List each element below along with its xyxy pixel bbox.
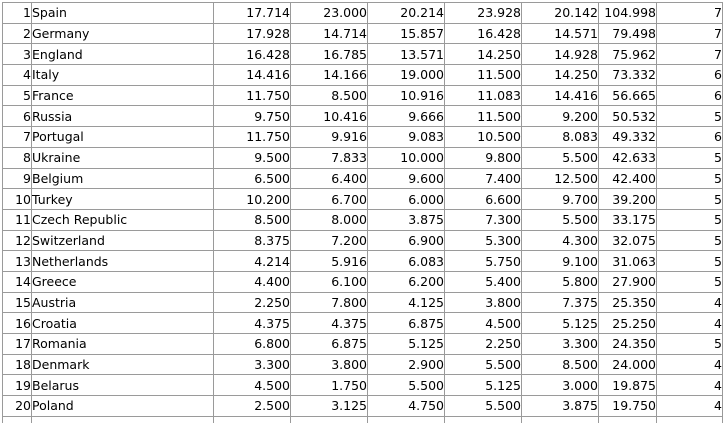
cell-coeff_2: 6.700	[291, 189, 368, 210]
cell-total: 49.332	[599, 127, 657, 148]
cell-empty	[291, 416, 368, 423]
cell-coeff_2: 7.800	[291, 292, 368, 313]
cell-coeff_3: 19.000	[368, 65, 445, 86]
cell-coeff_3: 2.900	[368, 354, 445, 375]
cell-coeff_2: 4.375	[291, 313, 368, 334]
cell-teams: 5	[657, 334, 723, 355]
cell-coeff_4: 11.083	[445, 85, 522, 106]
cell-coeff_1: 14.416	[214, 65, 291, 86]
cell-teams: 5	[657, 209, 723, 230]
cell-country: Greece	[32, 271, 214, 292]
cell-coeff_5: 3.300	[522, 334, 599, 355]
cell-coeff_2: 9.916	[291, 127, 368, 148]
cell-coeff_4: 3.800	[445, 292, 522, 313]
cell-rank: 19	[3, 375, 32, 396]
cell-total: 79.498	[599, 23, 657, 44]
cell-teams: 7	[657, 23, 723, 44]
cell-country: Austria	[32, 292, 214, 313]
cell-coeff_2: 7.200	[291, 230, 368, 251]
cell-coeff_3: 10.916	[368, 85, 445, 106]
cell-rank: 8	[3, 147, 32, 168]
cell-empty	[445, 416, 522, 423]
cell-coeff_1: 2.500	[214, 396, 291, 417]
cell-country: Russia	[32, 106, 214, 127]
cell-coeff_3: 6.083	[368, 251, 445, 272]
table-row	[3, 230, 723, 251]
cell-coeff_1: 6.500	[214, 168, 291, 189]
cell-total: 32.075	[599, 230, 657, 251]
cell-teams: 5	[657, 230, 723, 251]
cell-coeff_1: 6.800	[214, 334, 291, 355]
cell-total: 104.998	[599, 3, 657, 24]
cell-coeff_4: 14.250	[445, 44, 522, 65]
cell-teams: 4	[657, 375, 723, 396]
cell-teams: 5	[657, 189, 723, 210]
cell-country: Germany	[32, 23, 214, 44]
cell-coeff_5: 14.928	[522, 44, 599, 65]
cell-empty	[368, 416, 445, 423]
table-row-partial	[3, 416, 723, 423]
cell-country: Ukraine	[32, 147, 214, 168]
cell-coeff_3: 4.750	[368, 396, 445, 417]
table-row	[3, 85, 723, 106]
cell-coeff_3: 6.900	[368, 230, 445, 251]
cell-coeff_4: 10.500	[445, 127, 522, 148]
cell-total: 42.633	[599, 147, 657, 168]
table-row	[3, 23, 723, 44]
cell-teams: 5	[657, 147, 723, 168]
cell-coeff_5: 4.300	[522, 230, 599, 251]
cell-rank: 16	[3, 313, 32, 334]
cell-coeff_4: 5.500	[445, 354, 522, 375]
cell-coeff_4: 7.400	[445, 168, 522, 189]
cell-country: Netherlands	[32, 251, 214, 272]
cell-rank: 17	[3, 334, 32, 355]
coefficients-table	[2, 2, 723, 423]
cell-rank: 20	[3, 396, 32, 417]
cell-teams: 7	[657, 44, 723, 65]
cell-country: Switzerland	[32, 230, 214, 251]
cell-coeff_4: 9.800	[445, 147, 522, 168]
cell-coeff_4: 5.300	[445, 230, 522, 251]
cell-teams: 7	[657, 3, 723, 24]
cell-total: 31.063	[599, 251, 657, 272]
cell-coeff_4: 5.400	[445, 271, 522, 292]
cell-coeff_2: 14.714	[291, 23, 368, 44]
cell-teams: 5	[657, 251, 723, 272]
cell-rank: 5	[3, 85, 32, 106]
cell-empty	[522, 416, 599, 423]
cell-coeff_4: 11.500	[445, 106, 522, 127]
cell-total: 25.250	[599, 313, 657, 334]
cell-rank: 6	[3, 106, 32, 127]
table-row	[3, 313, 723, 334]
table-row	[3, 375, 723, 396]
cell-coeff_1: 4.214	[214, 251, 291, 272]
cell-teams: 6	[657, 65, 723, 86]
cell-coeff_2: 3.125	[291, 396, 368, 417]
table-row	[3, 251, 723, 272]
cell-total: 33.175	[599, 209, 657, 230]
cell-rank: 9	[3, 168, 32, 189]
cell-teams: 4	[657, 313, 723, 334]
cell-coeff_4: 5.125	[445, 375, 522, 396]
cell-coeff_1: 17.928	[214, 23, 291, 44]
cell-coeff_5: 12.500	[522, 168, 599, 189]
cell-coeff_1: 11.750	[214, 127, 291, 148]
cell-total: 56.665	[599, 85, 657, 106]
table-row	[3, 271, 723, 292]
cell-coeff_3: 15.857	[368, 23, 445, 44]
cell-rank: 4	[3, 65, 32, 86]
table-row	[3, 396, 723, 417]
cell-coeff_4: 5.500	[445, 396, 522, 417]
cell-coeff_3: 5.125	[368, 334, 445, 355]
cell-coeff_2: 8.000	[291, 209, 368, 230]
cell-country: England	[32, 44, 214, 65]
cell-coeff_1: 9.750	[214, 106, 291, 127]
cell-coeff_1: 10.200	[214, 189, 291, 210]
cell-coeff_4: 6.600	[445, 189, 522, 210]
cell-coeff_3: 5.500	[368, 375, 445, 396]
cell-coeff_5: 5.125	[522, 313, 599, 334]
cell-total: 50.532	[599, 106, 657, 127]
cell-country: Czech Republic	[32, 209, 214, 230]
cell-teams: 5	[657, 106, 723, 127]
cell-country: Denmark	[32, 354, 214, 375]
cell-country: Spain	[32, 3, 214, 24]
cell-coeff_4: 11.500	[445, 65, 522, 86]
cell-coeff_2: 14.166	[291, 65, 368, 86]
cell-country: Portugal	[32, 127, 214, 148]
cell-rank: 7	[3, 127, 32, 148]
cell-coeff_2: 8.500	[291, 85, 368, 106]
cell-country: Italy	[32, 65, 214, 86]
cell-rank: 12	[3, 230, 32, 251]
cell-coeff_3: 20.214	[368, 3, 445, 24]
cell-country: France	[32, 85, 214, 106]
cell-coeff_3: 9.666	[368, 106, 445, 127]
cell-rank: 13	[3, 251, 32, 272]
cell-coeff_1: 4.500	[214, 375, 291, 396]
cell-coeff_4: 23.928	[445, 3, 522, 24]
cell-country: Belarus	[32, 375, 214, 396]
table-row	[3, 189, 723, 210]
cell-coeff_1: 3.300	[214, 354, 291, 375]
cell-coeff_1: 11.750	[214, 85, 291, 106]
table-row	[3, 3, 723, 24]
table-row	[3, 354, 723, 375]
cell-coeff_5: 9.700	[522, 189, 599, 210]
cell-total: 42.400	[599, 168, 657, 189]
cell-coeff_5: 20.142	[522, 3, 599, 24]
cell-coeff_5: 14.250	[522, 65, 599, 86]
cell-empty	[657, 416, 723, 423]
cell-country: Poland	[32, 396, 214, 417]
cell-coeff_5: 9.200	[522, 106, 599, 127]
cell-total: 73.332	[599, 65, 657, 86]
cell-coeff_5: 8.083	[522, 127, 599, 148]
cell-teams: 5	[657, 168, 723, 189]
cell-coeff_2: 5.916	[291, 251, 368, 272]
cell-coeff_4: 2.250	[445, 334, 522, 355]
cell-total: 24.000	[599, 354, 657, 375]
cell-country: Belgium	[32, 168, 214, 189]
cell-coeff_1: 9.500	[214, 147, 291, 168]
table-row	[3, 168, 723, 189]
cell-coeff_2: 23.000	[291, 3, 368, 24]
cell-total: 25.350	[599, 292, 657, 313]
table-row	[3, 44, 723, 65]
cell-empty	[214, 416, 291, 423]
cell-coeff_5: 14.416	[522, 85, 599, 106]
cell-coeff_3: 6.875	[368, 313, 445, 334]
cell-coeff_1: 2.250	[214, 292, 291, 313]
cell-coeff_3: 6.200	[368, 271, 445, 292]
cell-coeff_4: 7.300	[445, 209, 522, 230]
cell-rank: 14	[3, 271, 32, 292]
cell-rank: 3	[3, 44, 32, 65]
cell-coeff_1: 4.375	[214, 313, 291, 334]
cell-country: Romania	[32, 334, 214, 355]
cell-coeff_3: 6.000	[368, 189, 445, 210]
cell-coeff_5: 5.800	[522, 271, 599, 292]
cell-empty	[3, 416, 32, 423]
table-row	[3, 127, 723, 148]
table-row	[3, 209, 723, 230]
cell-coeff_1: 16.428	[214, 44, 291, 65]
cell-coeff_5: 7.375	[522, 292, 599, 313]
cell-coeff_2: 3.800	[291, 354, 368, 375]
cell-coeff_3: 3.875	[368, 209, 445, 230]
cell-coeff_4: 4.500	[445, 313, 522, 334]
table-row	[3, 106, 723, 127]
cell-coeff_5: 8.500	[522, 354, 599, 375]
cell-coeff_5: 5.500	[522, 209, 599, 230]
cell-rank: 2	[3, 23, 32, 44]
cell-teams: 4	[657, 292, 723, 313]
cell-teams: 4	[657, 354, 723, 375]
cell-coeff_1: 4.400	[214, 271, 291, 292]
cell-coeff_3: 9.083	[368, 127, 445, 148]
cell-teams: 5	[657, 271, 723, 292]
cell-rank: 18	[3, 354, 32, 375]
cell-rank: 1	[3, 3, 32, 24]
cell-total: 19.750	[599, 396, 657, 417]
cell-country: Croatia	[32, 313, 214, 334]
cell-coeff_2: 7.833	[291, 147, 368, 168]
cell-coeff_2: 6.400	[291, 168, 368, 189]
cell-total: 75.962	[599, 44, 657, 65]
cell-total: 24.350	[599, 334, 657, 355]
cell-coeff_2: 16.785	[291, 44, 368, 65]
cell-coeff_3: 9.600	[368, 168, 445, 189]
table-body	[3, 3, 723, 423]
cell-coeff_2: 6.100	[291, 271, 368, 292]
cell-coeff_2: 1.750	[291, 375, 368, 396]
cell-rank: 11	[3, 209, 32, 230]
cell-country: Turkey	[32, 189, 214, 210]
cell-coeff_2: 6.875	[291, 334, 368, 355]
table-row	[3, 292, 723, 313]
cell-coeff_3: 4.125	[368, 292, 445, 313]
cell-coeff_2: 10.416	[291, 106, 368, 127]
cell-rank: 15	[3, 292, 32, 313]
cell-coeff_3: 13.571	[368, 44, 445, 65]
cell-coeff_5: 5.500	[522, 147, 599, 168]
cell-coeff_5: 3.875	[522, 396, 599, 417]
cell-teams: 6	[657, 85, 723, 106]
cell-empty	[599, 416, 657, 423]
cell-coeff_4: 16.428	[445, 23, 522, 44]
cell-coeff_5: 14.571	[522, 23, 599, 44]
cell-coeff_1: 17.714	[214, 3, 291, 24]
cell-teams: 4	[657, 396, 723, 417]
cell-total: 27.900	[599, 271, 657, 292]
cell-coeff_1: 8.500	[214, 209, 291, 230]
cell-rank: 10	[3, 189, 32, 210]
cell-coeff_3: 10.000	[368, 147, 445, 168]
cell-total: 19.875	[599, 375, 657, 396]
cell-empty	[32, 416, 214, 423]
cell-coeff_5: 3.000	[522, 375, 599, 396]
table-row	[3, 65, 723, 86]
cell-teams: 6	[657, 127, 723, 148]
cell-coeff_4: 5.750	[445, 251, 522, 272]
table-row	[3, 334, 723, 355]
cell-coeff_1: 8.375	[214, 230, 291, 251]
cell-total: 39.200	[599, 189, 657, 210]
table-row	[3, 147, 723, 168]
cell-coeff_5: 9.100	[522, 251, 599, 272]
